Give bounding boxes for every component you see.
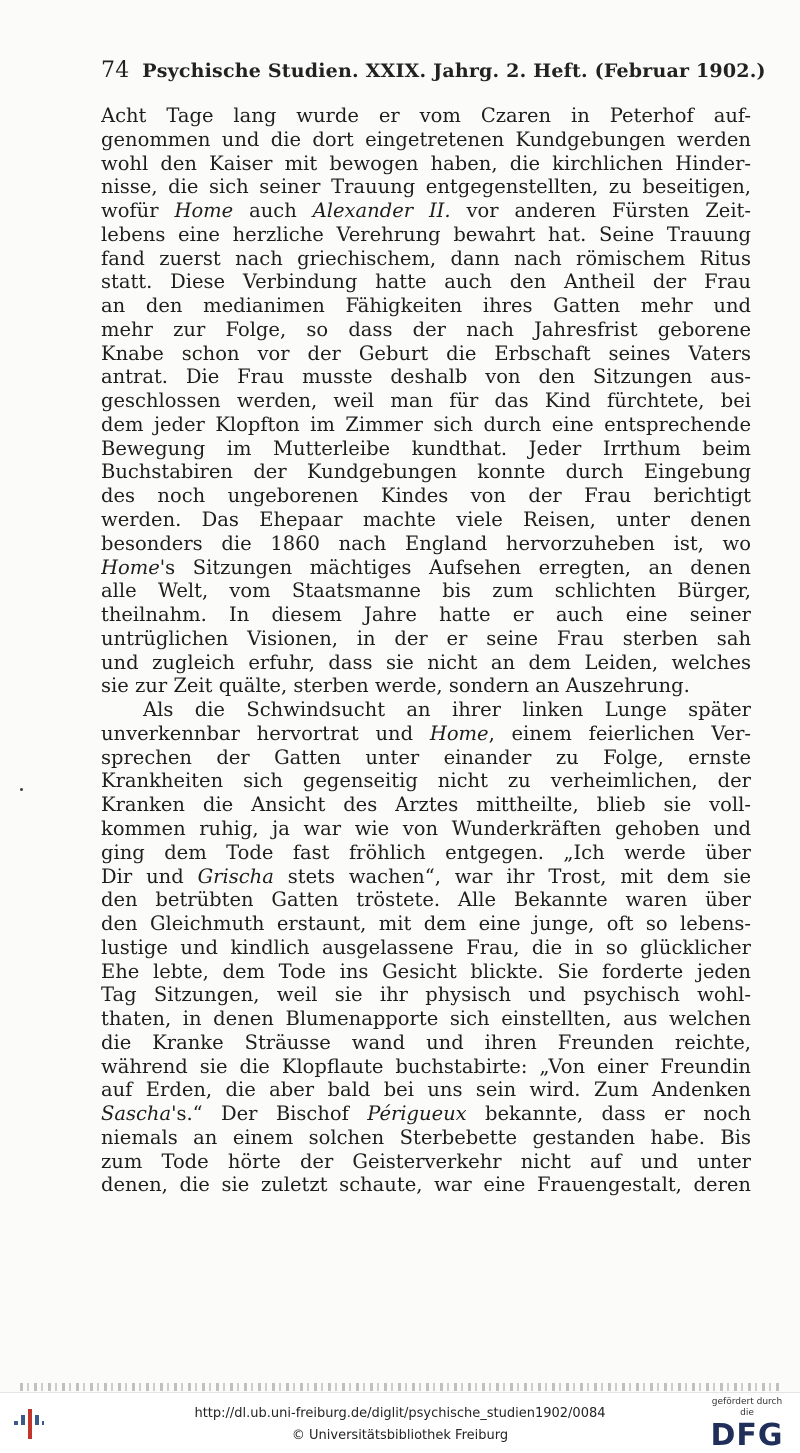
text-line: untrüglichen Visionen, in der er seine Frau sterben sah	[101, 626, 751, 650]
text-line: denen, die sie zuletzt schaute, war eine Frauengestalt, deren	[101, 1173, 751, 1197]
text-line: auf Erden, die aber bald bei uns sein wird. Zum Andenken	[101, 1078, 751, 1102]
text-line: geschlossen werden, weil man für das Kind fürchtete, bei	[101, 389, 751, 413]
text-line: Buchstabiren der Kundgebungen konnte durch Eingebung	[101, 460, 751, 484]
text-line: sie zur Zeit quälte, sterben werde, sondern an Auszehrung.	[101, 674, 690, 698]
text-line: an den medianimen Fähigkeiten ihres Gatten mehr und	[101, 294, 751, 318]
scan-edge-artifact	[20, 1383, 780, 1391]
text-line: unverkennbar hervortrat und Home, einem feierlichen Ver-	[101, 721, 751, 745]
text-line: werden. Das Ehepaar machte viele Reisen, unter denen	[101, 508, 751, 532]
text-line: Ehe lebte, dem Tode ins Gesicht blickte. Sie forderte jeden	[101, 959, 751, 983]
copyright-notice: © Universitätsbibliothek Freiburg	[291, 1428, 509, 1443]
text-line: theilnahm. In diesem Jahre hatte er auch eine seiner	[101, 603, 751, 627]
dfg-sponsor-logo[interactable]	[704, 1397, 790, 1453]
text-line: besonders die 1860 nach England hervorzuheben ist, wo	[101, 531, 751, 555]
text-line: mehr zur Folge, so dass der nach Jahresfrist geborene	[101, 317, 751, 341]
text-line: antrat. Die Frau musste deshalb von den Sitzungen aus-	[101, 365, 751, 389]
text-line: die Kranke Sträusse wand und ihren Freunden reichte,	[101, 1030, 751, 1054]
text-line: fand zuerst nach griechischem, dann nach römischem Ritus	[101, 246, 751, 270]
text-line: kommen ruhig, ja war wie von Wunderkräften gehoben und	[101, 816, 751, 840]
text-line: und zugleich erfuhr, dass sie nicht an dem Leiden, welches	[101, 650, 751, 674]
text-line: Home's Sitzungen mächtiges Aufsehen erregten, an denen	[101, 555, 751, 579]
text-line: Als die Schwindsucht an ihrer linken Lunge später	[143, 698, 751, 722]
text-line: während sie die Klopflaute buchstabirte: „Von einer Freundin	[101, 1054, 751, 1078]
text-line: Kranken die Ansicht des Arztes mittheilte, blieb sie voll-	[101, 793, 751, 817]
text-line: Bewegung im Mutterleibe kundthat. Jeder Irrthum beim	[101, 436, 751, 460]
text-line: lebens eine herzliche Verehrung bewahrt hat. Seine Trauung	[101, 222, 751, 246]
text-line: alle Welt, vom Staatsmanne bis zum schlichten Bürger,	[101, 579, 751, 603]
text-line: wofür Home auch Alexander II. vor anderen Fürsten Zeit-	[101, 199, 751, 223]
text-line: lustige und kindlich ausgelassene Frau, die in so glücklicher	[101, 935, 751, 959]
running-header	[101, 58, 766, 83]
text-line: zum Tode hörte der Geisterverkehr nicht auf und unter	[101, 1149, 751, 1173]
scan-speck	[20, 788, 23, 791]
sponsor-caption: gefördert durch die	[711, 1397, 783, 1418]
footer-bar	[0, 1392, 800, 1451]
text-line: Sascha's.“ Der Bischof Périgueux bekannte, dass er noch	[101, 1102, 751, 1126]
body-text	[101, 104, 751, 1197]
text-line: Dir und Grischa stets wachen“, war ihr Trost, mit dem sie	[101, 864, 751, 888]
text-line: wohl den Kaiser mit bewogen haben, die kirchlichen Hinder-	[101, 151, 751, 175]
text-line: Acht Tage lang wurde er vom Czaren in Peterhof auf-	[101, 104, 751, 127]
text-line: sprechen der Gatten unter einander zu Folge, ernste	[101, 745, 751, 769]
text-line: den betrübten Gatten tröstete. Alle Bekannte waren über	[101, 888, 751, 912]
text-line: des noch ungeborenen Kindes von der Frau berichtigt	[101, 484, 751, 508]
text-line: dem jeder Klopfton im Zimmer sich durch eine entsprechende	[101, 412, 751, 436]
dfg-logo-text: DFG	[710, 1418, 784, 1453]
text-line: statt. Diese Verbindung hatte auch den Antheil der Frau	[101, 270, 751, 294]
text-line: Krankheiten sich gegenseitig nicht zu verheimlichen, der	[101, 769, 751, 793]
text-line: nisse, die sich seiner Trauung entgegenstellten, zu beseitigen,	[101, 175, 751, 199]
text-line: ging dem Tode fast fröhlich entgegen. „Ich werde über	[101, 840, 751, 864]
source-url-link[interactable]: http://dl.ub.uni-freiburg.de/diglit/psychische_studien1902/0084	[194, 1406, 606, 1421]
text-line: thaten, in denen Blumenapporte sich einstellten, aus welchen	[101, 1007, 751, 1031]
text-line: Knabe schon vor der Geburt die Erbschaft seines Vaters	[101, 341, 751, 365]
running-title: Psychische Studien. XXIX. Jahrg. 2. Heft. (Februar 1902.)	[142, 60, 766, 82]
text-line: den Gleichmuth erstaunt, mit dem eine junge, oft so lebens-	[101, 912, 751, 936]
text-line: genommen und die dort eingetretenen Kundgebungen werden	[101, 127, 751, 151]
text-line: Tag Sitzungen, weil sie ihr physisch und psychisch wohl-	[101, 983, 751, 1007]
page-number: 74	[101, 58, 130, 83]
text-line: niemals an einem solchen Sterbebette gestanden habe. Bis	[101, 1125, 751, 1149]
